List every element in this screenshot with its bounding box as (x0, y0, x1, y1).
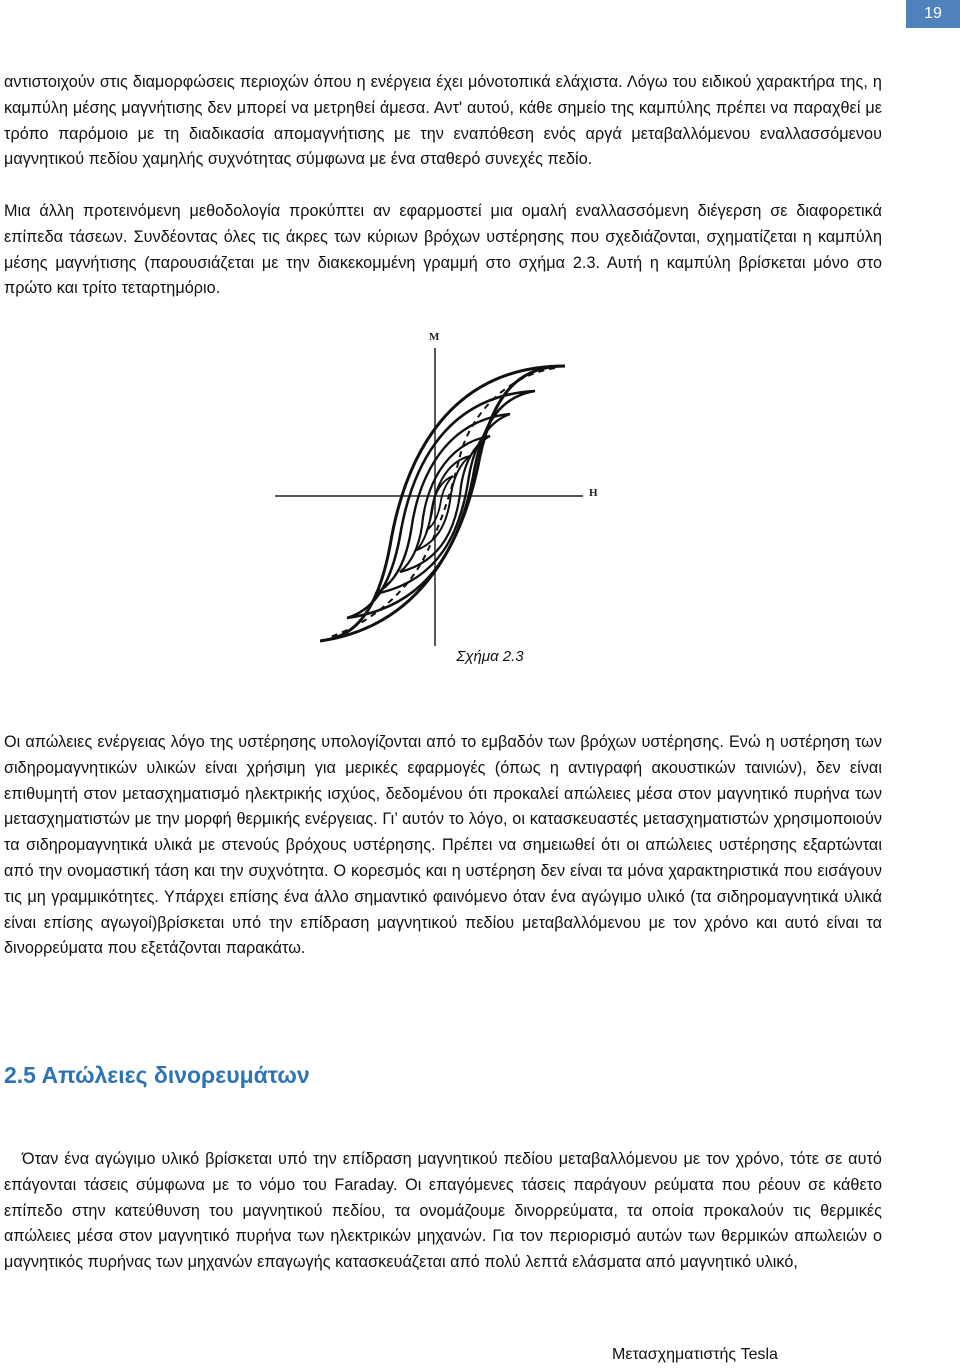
page-number-text: 19 (924, 5, 942, 22)
paragraph-1: αντιστοιχούν στις διαμορφώσεις περιοχών όπου η ενέργεια έχει μόνοτοπικά ελάχιστα. Λόγω του ειδικού χαρακτήρα της, η καμπύλη μέσης μαγνήτισης δεν μπορεί να μετρηθεί άμεσα. Αντ' αυτού, κάθε σημείο της καμπύλης πρέπει να παραχθεί με τρόπο παρόμοιο με τη διαδικασία απομαγνήτισης με την εναπόθεση ενός αργά μεταβαλλόμενου εναλλασσόμενου μαγνητικού πεδίου χαμηλής συχνότητας σύμφωνα με ένα σταθερό συνεχές πεδίο. (4, 73, 882, 169)
section-heading: 2.5 Απώλειες δινορευμάτων (4, 1062, 310, 1088)
outer-loop (320, 366, 565, 641)
hysteresis-diagram (265, 326, 605, 648)
paragraph-2: Μια άλλη προτεινόμενη μεθοδολογία προκύπτει αν εφαρμοστεί μια ομαλή εναλλασσόμενη διέγερση σε διαφορετικά επίπεδα τάσεων. Συνδέοντας όλες τις άκρες των κύριων βρόχων υστέρησης που σχεδιάζονται, σχηματίζεται η καμπύλη μέσης μαγνήτισης (παρουσιάζεται με την διακεκομμένη γραμμή στο σχήμα 2.3. Αυτή η καμπύλη βρίσκεται μόνο στο πρώτο και τρίτο τεταρτημόριο. (4, 202, 882, 298)
m-axis-label: M (429, 331, 440, 343)
page-number (906, 0, 960, 28)
paragraph-4: Όταν ένα αγώγιμο υλικό βρίσκεται υπό την επίδραση μαγνητικού πεδίου μεταβαλλόμενου με τον χρόνο, τότε σε αυτό επάγονται τάσεις σύμφωνα με το νόμο του Faraday. Οι επαγόμενες τάσεις παράγουν ρεύματα που ρέουν σε κάθετο επίπεδο στην κατεύθυνση του μαγνητικού πεδίου, τα ονομάζουμε δινορρεύματα, τα οποία προκαλούν τις θερμικές απώλειες μέσα στον μαγνητικό πυρήνα των ηλεκτρικών μηχανών. Για τον περιορισμό αυτών των θερμικών απωλειών ο μαγνητικός πυρήνας των μηχανών επαγωγής κατασκευάζεται από πολύ λεπτά ελάσματα από μαγνητικό υλικό, (4, 1150, 882, 1272)
h-axis-label: H (589, 487, 598, 499)
page-footer: Μετασχηματιστής Tesla (612, 1346, 778, 1363)
paragraph-3: Οι απώλειες ενέργειας λόγο της υστέρησης υπολογίζονται από το εμβαδόν των βρόχων υστέρησης. Ενώ η υστέρηση των σιδηρομαγνητικών υλικών είναι χρήσιμη για μερικές εφαρμογές (όπως η αντιγραφή ακουστικών ταινιών), δεν είναι επιθυμητή στον μετασχηματισμό ηλεκτρικής ισχύος, δεδομένου ότι προκαλεί απώλειες μέσα στον μαγνητικό πυρήνα των μετασχηματιστών με την μορφή θερμικής ενέργειας. Γι’ αυτόν το λόγο, οι κατασκευαστές μετασχηματιστών χρησιμοποιούν τα σιδηρομαγνητικά υλικά με στενούς βρόχους υστέρησης. Πρέπει να σημειωθεί ότι οι απώλειες υστέρησης εξαρτώνται από την ονομαστική τάση και την συχνότητα. Ο κορεσμός και η υστέρηση δεν είναι τα μόνα χαρακτηριστικά που εισάγουν τις μη γραμμικότητες. Υπάρχει επίσης ένα άλλο σημαντικό φαινόμενο όταν ένα αγώγιμο υλικό (τα σιδηρομαγνητικά υλικά είναι επίσης αγωγοί)βρίσκεται υπό την επίδραση μαγνητικού πεδίου μεταβαλλόμενου με τον χρόνο και αυτό είναι τα δινορρεύματα που εξετάζονται παρακάτω. (4, 733, 882, 958)
loop-3 (375, 414, 510, 594)
hysteresis-figure (265, 326, 605, 648)
figure-caption: Σχήμα 2.3 (456, 648, 524, 665)
